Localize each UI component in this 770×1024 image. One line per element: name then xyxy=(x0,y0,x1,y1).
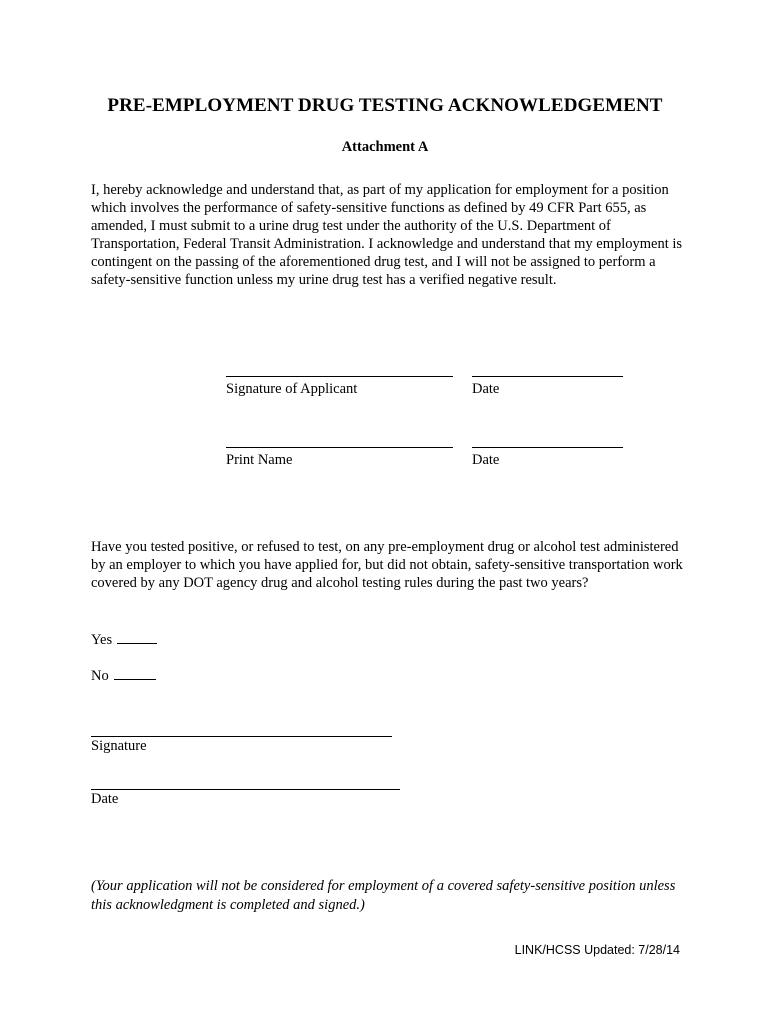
print-name-line[interactable] xyxy=(226,447,453,448)
answer-no-blank[interactable] xyxy=(114,665,156,680)
completion-note: (Your application will not be considered for employment of a covered safety-sensitive position unless this acknowledgment is completed and signed.) xyxy=(91,878,676,913)
print-name-date-label: Date xyxy=(472,452,500,468)
acknowledgement-paragraph: I, hereby acknowledge and understand that, as part of my application for employment for a position which involves the performance of safety-sensitive functions as defined by 49 CFR Part 655, as amended, I must submit to a urine drug test under the authority of the U.S. Department of Transportation, Federal Transit Administration. I acknowledge and understand that my employment is contingent on the passing of the aforementioned drug test, and I will not be assigned to perform a safety-sensitive function unless my urine drug test has a verified negative result. xyxy=(91,182,683,288)
prior-test-question: Have you tested positive, or refused to test, on any pre-employment drug or alcohol test administered by an employer to which you have applied for, but did not obtain, safety-sensitive transportation work covered by any DOT agency drug and alcohol testing rules during the past two years? xyxy=(91,539,683,591)
print-name-date-line[interactable] xyxy=(472,447,623,448)
answer-no-label: No xyxy=(91,668,109,684)
answer-yes-blank[interactable] xyxy=(117,629,157,644)
lower-date-line[interactable] xyxy=(91,789,400,790)
document-subtitle: Attachment A xyxy=(341,139,429,155)
answer-no xyxy=(91,665,156,685)
lower-date-label: Date xyxy=(91,791,119,807)
lower-signature-label: Signature xyxy=(91,738,147,754)
applicant-date-line[interactable] xyxy=(472,376,623,377)
applicant-signature-line[interactable] xyxy=(226,376,453,377)
print-name-label: Print Name xyxy=(226,452,293,468)
answer-yes xyxy=(91,629,157,649)
answer-yes-label: Yes xyxy=(91,632,113,648)
document-title: PRE-EMPLOYMENT DRUG TESTING ACKNOWLEDGEMENT xyxy=(107,95,663,116)
revision-footer: LINK/HCSS Updated: 7/28/14 xyxy=(514,943,680,957)
applicant-date-label: Date xyxy=(472,381,500,397)
applicant-signature-label: Signature of Applicant xyxy=(226,381,358,397)
